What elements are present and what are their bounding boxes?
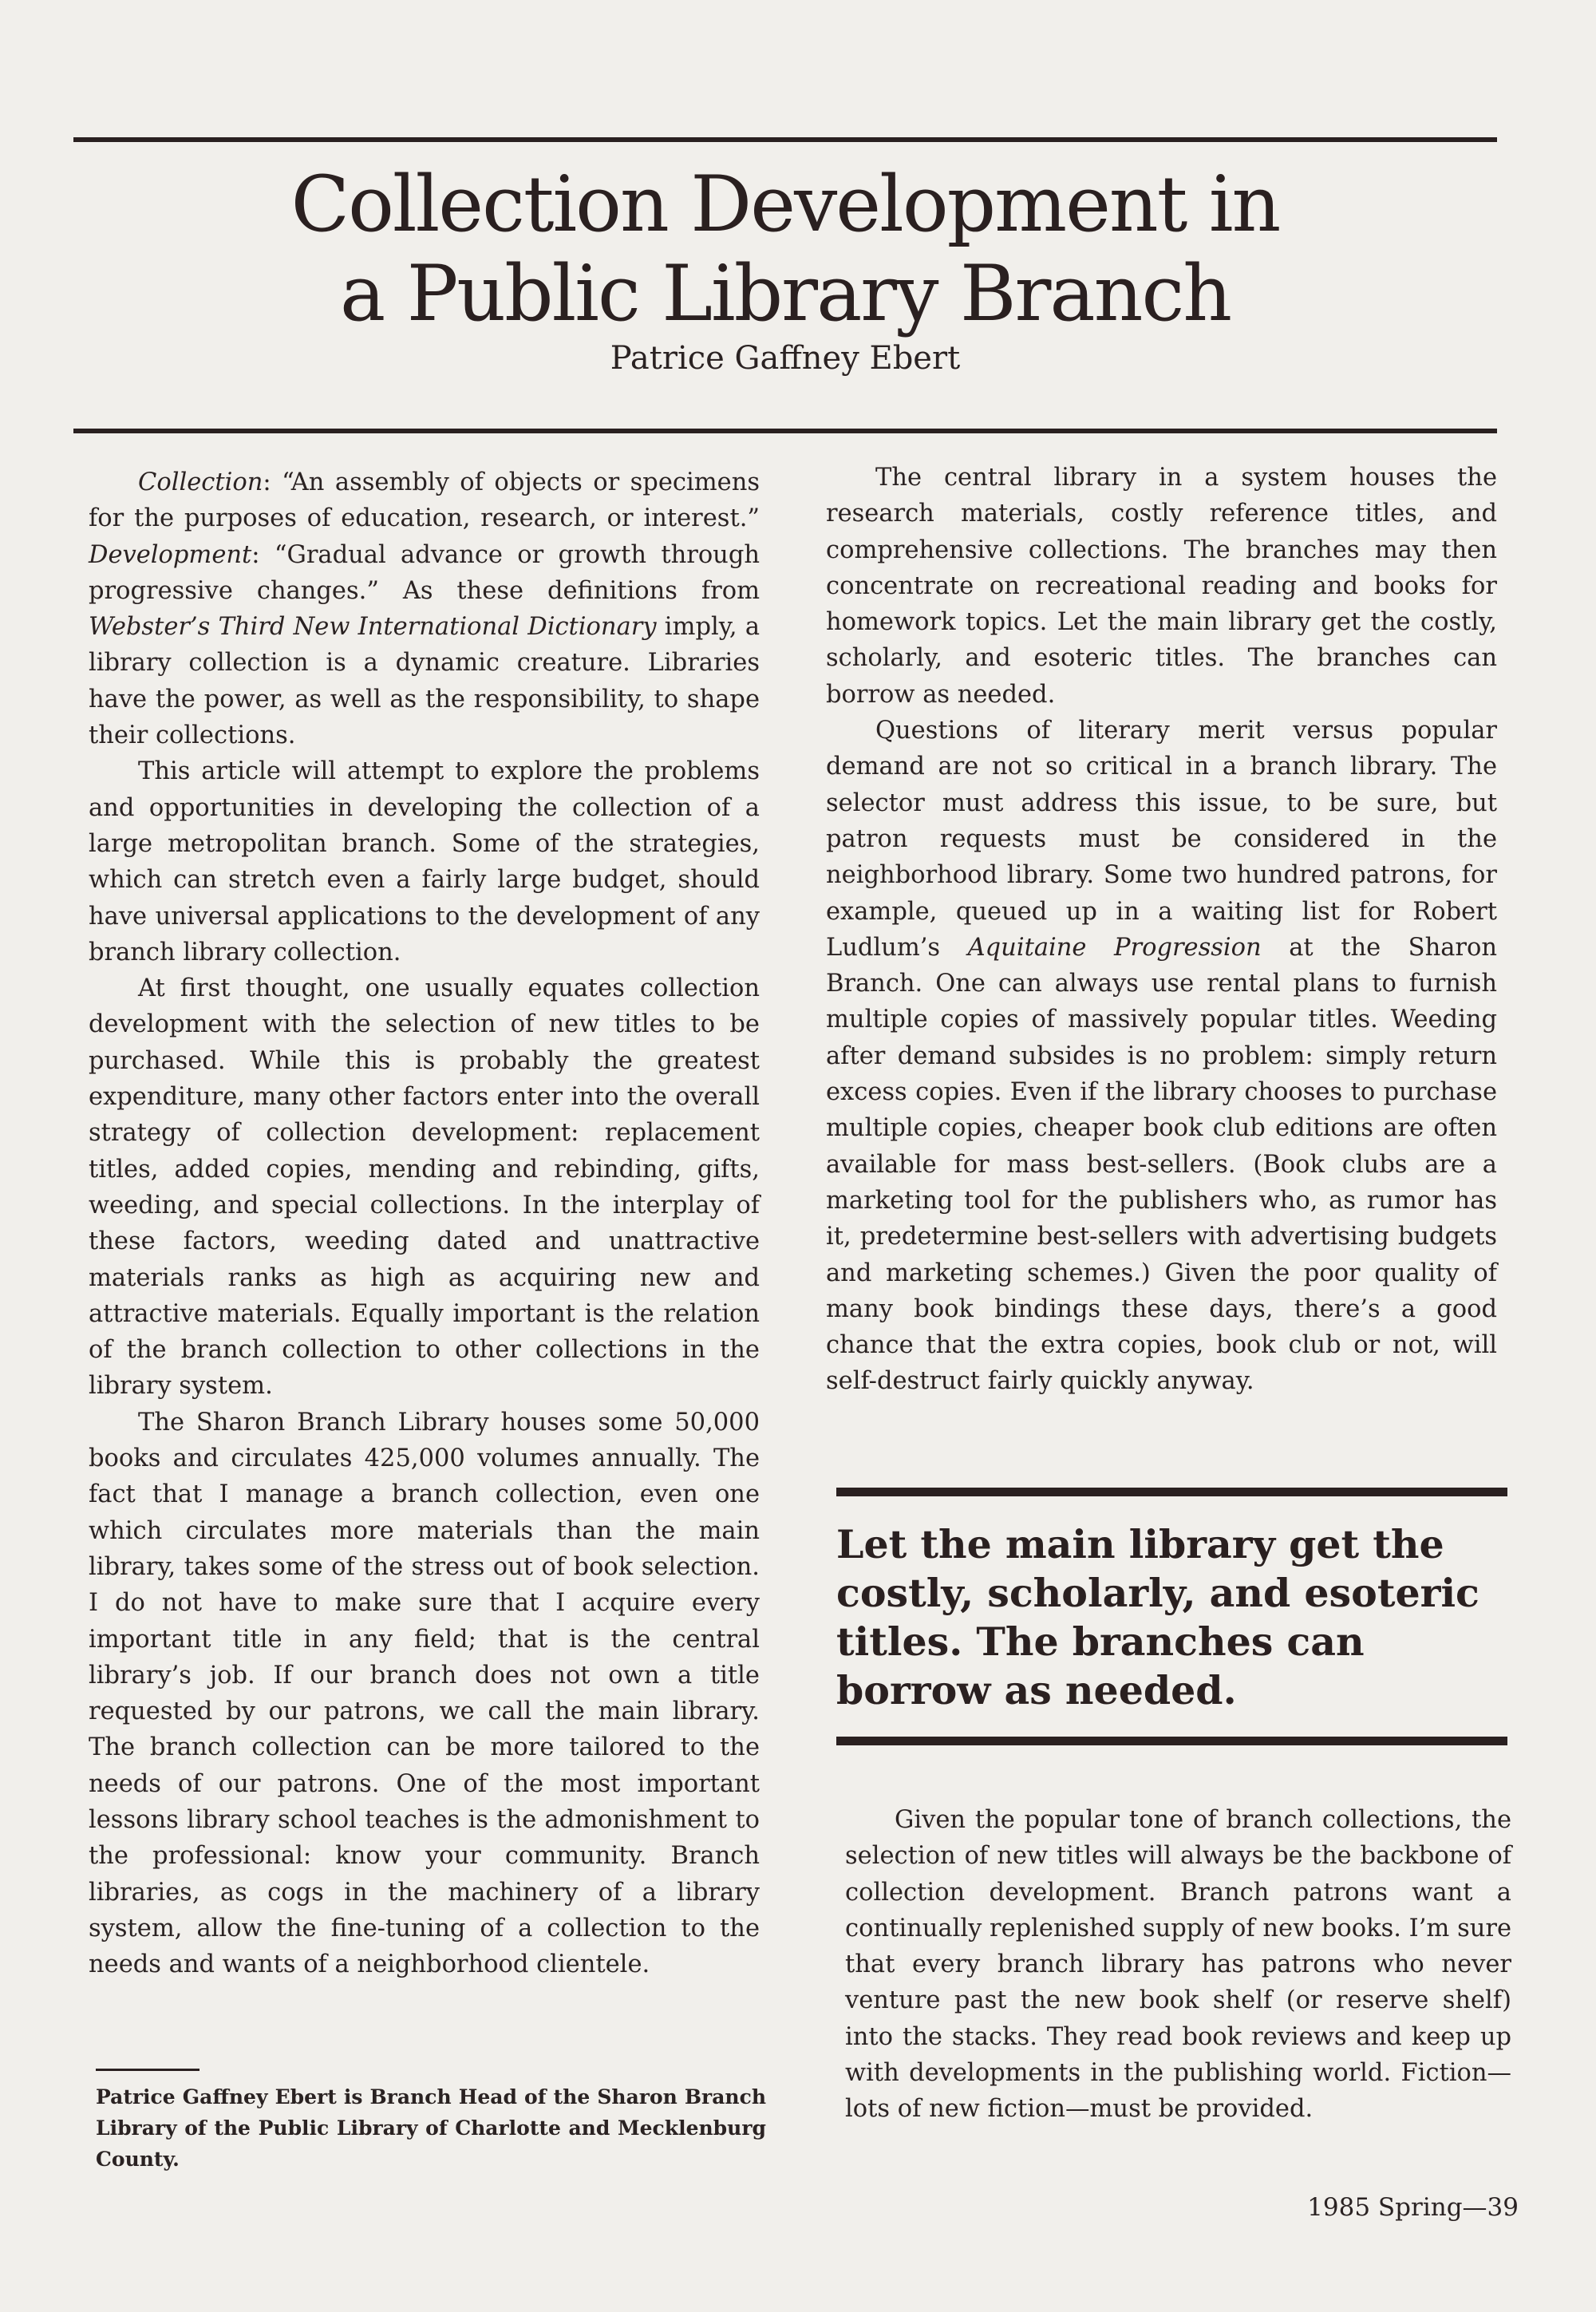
title-bottom-rule: [73, 429, 1497, 433]
term: Collection: [138, 468, 263, 496]
paragraph: [826, 713, 1497, 1400]
pull-quote: Let the main library get the costly, scholarly, and esoteric titles. The branches can borrow as needed.: [836, 1521, 1479, 1713]
top-rule: [73, 137, 1497, 142]
right-column-continued: [845, 1802, 1511, 2128]
text: at the Sharon Branch. One can always use rental plans to furnish multiple copies of massively popular titles. Weeding after demand subsides is no problem: simply return excess copies. Even if the library chooses to purchase multiple copies, cheaper book club editions are often available for mass best-sellers. (Book clubs are a marketing tool for the publishers who, as rumor has it, predetermine best-sellers with advertising budgets and marketing schemes.) Given the poor quality of many book bindings these days, there’s a good chance that the extra copies, book club or not, will self-destruct fairly quickly anyway.: [826, 933, 1497, 1396]
text: : “Gradual advance or growth through progressive changes.” As these definitions from: [89, 540, 760, 605]
left-column: [89, 464, 760, 1982]
paragraph: At first thought, one usually equates collection development with the selection of new titles to be purchased. While this is probably the greatest expenditure, many other factors enter into the overall strategy of collection development: replacement titles, added copies, mending and rebinding, gifts, weeding, and special collections. In the interplay of these factors, weeding dated and unattractive materials ranks as high as acquiring new and attractive materials. Equally important is the relation of the branch collection to other collections in the library system.: [89, 974, 760, 1401]
pull-quote-top-rule: [836, 1488, 1507, 1496]
title-line-1: Collection Development in: [290, 160, 1280, 249]
term: Development: [89, 540, 252, 569]
book-title: Webster’s Third New International Dictionary: [89, 613, 657, 642]
paragraph: This article will attempt to explore the problems and opportunities in developing the collection of a large metropolitan branch. Some of the strategies, which can stretch even a fairly large budget, should have universal applications to the development of any branch library collection.: [89, 757, 760, 966]
right-column: [826, 460, 1497, 1400]
paragraph: The Sharon Branch Library houses some 50,000 books and circulates 425,000 volumes annually. The fact that I manage a branch collection, even one which circulates more materials than the main library, takes some of the stress out of book selection. I do not have to make sure that I acquire every important title in any field; that is the central library’s job. If our branch does not own a title requested by our patrons, we call the main library. The branch collection can be more tailored to the needs of our patrons. One of the most important lessons library school teaches is the admonishment to the professional: know your community. Branch libraries, as cogs in the machinery of a library system, allow the fine-tuning of a collection to the needs and wants of a neighborhood clientele.: [89, 1408, 760, 1979]
article-author: Patrice Gaffney Ebert: [610, 340, 961, 377]
text: Questions of literary merit versus popular demand are not so critical in a branch library. The selector must address this issue, to be sure, but patron requests must be considered in the neighborhood library. Some two hundred patrons, for example, queued up in a waiting list for Robert Ludlum’s: [826, 717, 1497, 962]
pull-quote-bottom-rule: [836, 1737, 1507, 1745]
paragraph: Given the popular tone of branch collections, the selection of new titles will always be the backbone of collection development. Branch patrons want a continually replenished supply of new books. I’m sure that every branch library has patrons who never venture past the new book shelf (or reserve shelf) into the stacks. They read book reviews and keep up with developments in the publishing world. Fiction—lots of new fiction—must be provided.: [845, 1806, 1511, 2124]
paragraph: [89, 464, 760, 753]
title-line-2: a Public Library Branch: [339, 249, 1231, 338]
paragraph: The central library in a system houses the research materials, costly reference titles, and comprehensive collections. The branches may then concentrate on recreational reading and books for homework topics. Let the main library get the costly, scholarly, and esoteric titles. The branches can borrow as needed.: [826, 464, 1497, 709]
footnote-rule: [96, 2069, 200, 2071]
page-footer: 1985 Spring—39: [1307, 2193, 1519, 2222]
book-title: Aquitaine Progression: [967, 933, 1262, 962]
text: imply, a library collection is a dynamic creature. Libraries have the power, as well as the responsibility, to shape their collections.: [89, 613, 760, 750]
text: : “An assembly of objects or specimens for the purposes of education, research, or interest.”: [89, 468, 760, 533]
article-title: [73, 160, 1497, 338]
author-note: Patrice Gaffney Ebert is Branch Head of the Sharon Branch Library of the Public Library of Charlotte and Mecklenburg County.: [96, 2085, 766, 2171]
